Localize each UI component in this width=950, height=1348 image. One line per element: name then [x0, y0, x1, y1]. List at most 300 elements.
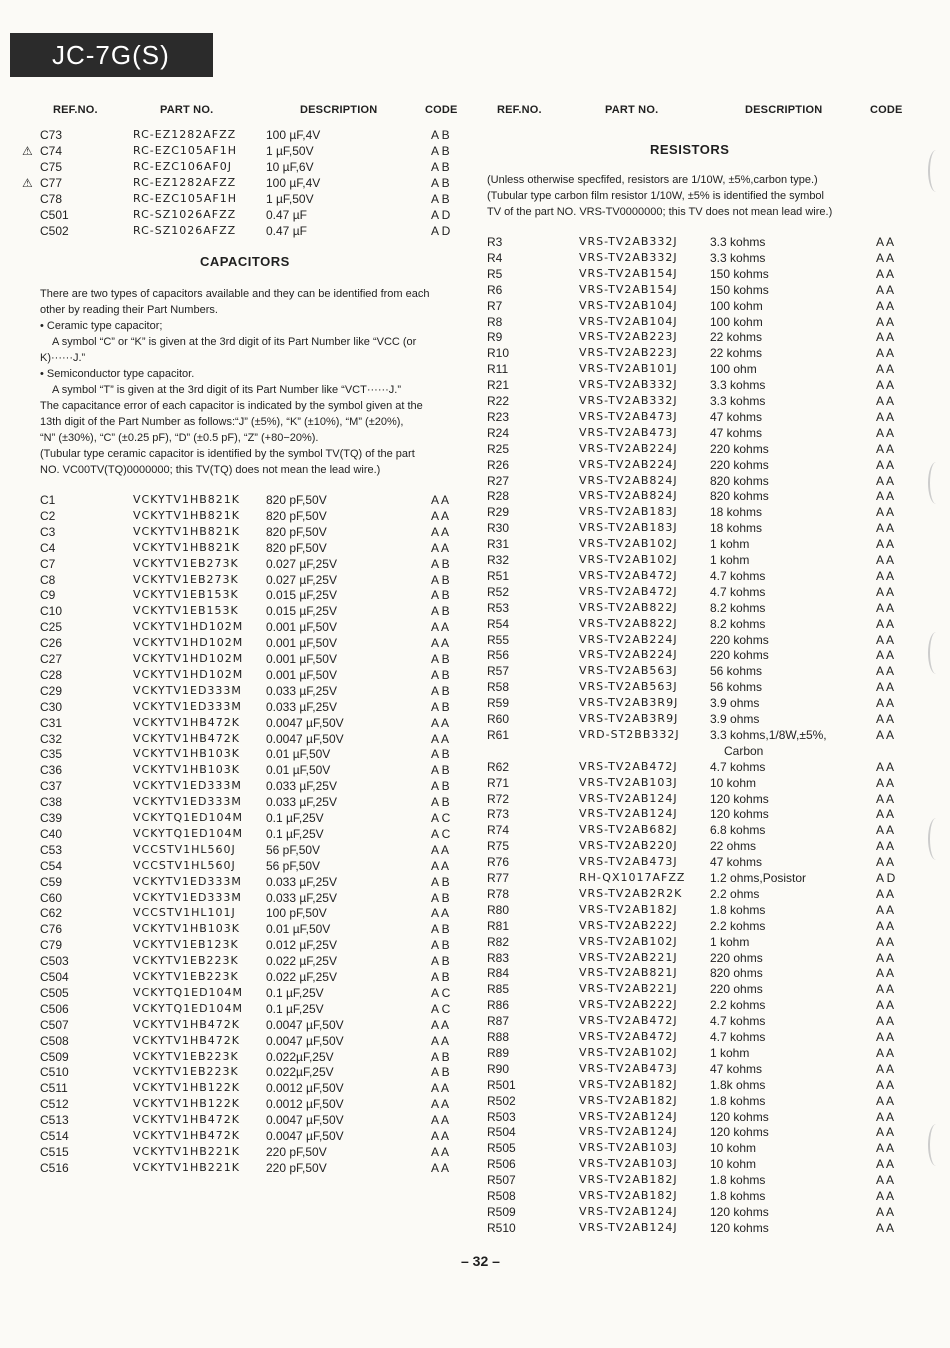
description: 1.8k ohms — [710, 1077, 766, 1092]
part-number: VRS-TV2AB124J — [579, 807, 678, 821]
part-number: VRS-TV2AB824J — [579, 473, 678, 487]
part-number: VRS-TV2AB124J — [579, 1125, 678, 1139]
price-code: A A — [876, 696, 895, 711]
header-part-right: PART NO. — [605, 104, 659, 116]
description: 120 kohms — [710, 791, 769, 806]
description: 0.015 µF,25V — [266, 604, 337, 619]
ref-number: C62 — [40, 906, 63, 921]
ref-number: R31 — [487, 537, 510, 552]
note-line: • Ceramic type capacitor; — [40, 320, 163, 332]
ref-number: R3 — [487, 235, 503, 249]
price-code: A A — [876, 394, 895, 408]
description: 0.01 µF,50V — [266, 763, 331, 778]
ref-number: R508 — [487, 1189, 516, 1203]
description: 0.0047 µF,50V — [266, 715, 344, 730]
part-number: VRS-TV2AB102J — [579, 537, 678, 551]
price-code: A A — [876, 1045, 895, 1060]
ref-number: R60 — [487, 712, 510, 726]
ref-number: C508 — [40, 1033, 69, 1048]
price-code: A B — [431, 954, 450, 969]
part-number: VRS-TV2AB182J — [579, 1093, 678, 1107]
description: 0.1 µF,25V — [266, 826, 324, 841]
part-number: VRS-TV2AB124J — [579, 791, 678, 805]
ref-number: C504 — [40, 970, 69, 984]
price-code: A A — [876, 823, 895, 838]
description: 820 pF,50V — [266, 493, 327, 507]
description: 1 kohm — [710, 537, 750, 552]
part-number: VRS-TV2AB102J — [579, 553, 678, 566]
description: 0.033 µF,25V — [266, 874, 337, 889]
part-number: VCKYTV1ED333M — [133, 683, 242, 697]
description: 22 kohms — [710, 330, 763, 345]
part-number: VCKYTV1HB221K — [133, 1160, 241, 1174]
price-code: A B — [431, 683, 450, 698]
price-code: A A — [431, 715, 450, 730]
price-code: A B — [431, 779, 450, 794]
part-number: VRS-TV2AB101J — [579, 362, 678, 376]
ref-number: C30 — [40, 699, 63, 714]
ref-number: R88 — [487, 1030, 510, 1044]
ref-number: R74 — [487, 823, 510, 838]
header-ref-right: REF.NO. — [497, 104, 542, 116]
part-number: VRS-TV2AB472J — [579, 584, 678, 598]
ref-number: C60 — [40, 890, 63, 905]
ref-number: R27 — [487, 473, 510, 488]
description: 0.022 µF,25V — [266, 970, 337, 984]
ref-number: R7 — [487, 298, 503, 313]
part-number: VCKYTV1HB103K — [133, 763, 241, 777]
ref-number: R53 — [487, 600, 510, 615]
part-number: VCKYTV1HB472K — [133, 1017, 241, 1031]
ref-number: R25 — [487, 441, 510, 456]
description: 4.7 kohms — [710, 1030, 766, 1044]
part-number: VCKYTV1EB223K — [133, 1049, 239, 1063]
ref-number: R28 — [487, 489, 510, 504]
ref-number: C75 — [40, 160, 63, 174]
description: 0.47 µF — [266, 208, 307, 222]
ref-number: R506 — [487, 1157, 516, 1172]
price-code: A A — [876, 1030, 895, 1044]
description: 47 kohms — [710, 425, 763, 440]
part-number: VCKYTV1ED333M — [133, 699, 242, 713]
description: 56 pF,50V — [266, 842, 321, 857]
binder-mark — [928, 150, 944, 192]
ref-number: C509 — [40, 1049, 69, 1064]
description: 0.001 µF,50V — [266, 652, 337, 666]
note-line: “N” (±30%), “C” (±0.25 pF), “D” (±0.5 pF), “Z” (+80−20%). — [40, 432, 319, 444]
part-number: VRS-TV2AB103J — [579, 775, 678, 789]
note-line: • Semiconductor type capacitor. — [40, 368, 195, 380]
part-number: VCKYTV1HB472K — [133, 1113, 241, 1127]
part-number: VRS-TV2AB104J — [579, 298, 678, 312]
price-code: A B — [431, 747, 450, 762]
description: 4.7 kohms — [710, 584, 766, 599]
description: 120 kohms — [710, 1220, 769, 1235]
price-code: A C — [431, 811, 451, 825]
part-number: VRS-TV2AB103J — [579, 1141, 678, 1155]
ref-number: C4 — [40, 540, 56, 555]
price-code: A A — [876, 632, 895, 647]
description: 0.027 µF,25V — [266, 572, 337, 587]
description: 0.01 µF,50V — [266, 922, 331, 937]
part-number: VRS-TV2AB3R9J — [579, 712, 679, 725]
ref-number: C77 — [40, 176, 63, 190]
price-code: A A — [876, 966, 895, 981]
note-line: NO. VC00TV(TQ)0000000; this TV(TQ) does not mean the lead wire.) — [40, 464, 381, 476]
description: 100 kohm — [710, 298, 763, 313]
price-code: A B — [431, 667, 450, 682]
description: 2.2 ohms — [710, 886, 760, 901]
description: 220 pF,50V — [266, 1144, 327, 1159]
description: 120 kohms — [710, 1125, 769, 1140]
part-number: VCKYTV1EB223K — [133, 954, 239, 968]
ref-number: C53 — [40, 842, 63, 857]
price-code: A A — [876, 664, 895, 679]
price-code: A D — [431, 224, 451, 238]
price-code: A B — [431, 763, 450, 778]
price-code: A B — [431, 604, 450, 619]
part-number: RC-SZ1026AFZZ — [133, 208, 237, 221]
price-code: A A — [876, 839, 895, 854]
ref-number: R57 — [487, 664, 510, 679]
description: 0.022 µF,25V — [266, 954, 337, 969]
description: 100 kohm — [710, 314, 763, 329]
part-number: VCKYTV1HB821K — [133, 524, 241, 538]
description: 1.8 kohms — [710, 1093, 766, 1108]
price-code: A B — [431, 938, 450, 953]
ref-number: C2 — [40, 508, 56, 523]
description: 820 pF,50V — [266, 508, 327, 523]
note-line: TV of the part NO. VRS-TV0000000; this TV does not mean lead wire.) — [487, 206, 833, 218]
price-code: A B — [431, 922, 450, 937]
part-number: RH-QX1017AFZZ — [579, 871, 686, 884]
part-number: VCCSTV1HL560J — [133, 842, 236, 856]
part-number: VCKYTV1EB153K — [133, 588, 239, 602]
price-code: A A — [876, 1061, 895, 1076]
part-number: VCKYTQ1ED104M — [133, 826, 244, 840]
description: 0.001 µF,50V — [266, 667, 337, 682]
price-code: A A — [876, 568, 895, 583]
description: 100 pF,50V — [266, 906, 327, 921]
price-code: A B — [431, 588, 450, 603]
note-line: (Tubular type carbon film resistor 1/10W, ±5% is identified the symbol — [487, 190, 824, 202]
price-code: A A — [876, 1173, 895, 1188]
description: 0.01 µF,50V — [266, 747, 331, 762]
description: 100 µF,4V — [266, 176, 321, 190]
part-number: VCKYTV1HB472K — [133, 1033, 241, 1047]
description: 100 ohm — [710, 362, 757, 377]
price-code: A B — [431, 572, 450, 587]
description: 0.1 µF,25V — [266, 811, 324, 825]
ref-number: C512 — [40, 1097, 69, 1112]
description: 1.2 ohms,Posistor — [710, 871, 807, 885]
part-number: VRS-TV2AB682J — [579, 823, 678, 837]
header-desc-right: DESCRIPTION — [745, 104, 823, 116]
price-code: A A — [876, 441, 895, 456]
part-number: VRS-TV2AB222J — [579, 918, 678, 932]
binder-mark — [928, 462, 944, 504]
description: 0.033 µF,25V — [266, 699, 337, 714]
price-code: A A — [876, 902, 895, 917]
description: 0.0047 µF,50V — [266, 1113, 344, 1128]
ref-number: R58 — [487, 680, 510, 695]
price-code: A A — [431, 1033, 450, 1048]
description: 0.0047 µF,50V — [266, 731, 344, 746]
price-code: A A — [876, 886, 895, 901]
part-number: VRS-TV2AB473J — [579, 1061, 678, 1075]
description: 1 µF,50V — [266, 192, 314, 206]
part-number: VRS-TV2AB220J — [579, 839, 678, 853]
price-code: A C — [431, 1001, 451, 1016]
price-code: A A — [876, 235, 895, 249]
description: 0.012 µF,25V — [266, 938, 337, 953]
ref-number: R503 — [487, 1109, 516, 1124]
part-number: VRS-TV2AB332J — [579, 250, 678, 264]
ref-number: R26 — [487, 457, 510, 472]
ref-number: C73 — [40, 128, 63, 142]
ref-number: R78 — [487, 886, 510, 901]
ref-number: C10 — [40, 604, 63, 619]
price-code: A A — [876, 680, 895, 695]
description: 8.2 kohms — [710, 600, 766, 615]
note-line: K)······J.” — [40, 352, 86, 364]
price-code: A B — [431, 874, 450, 889]
ref-number: C26 — [40, 636, 63, 651]
price-code: A A — [876, 425, 895, 440]
description: 0.0012 µF,50V — [266, 1097, 344, 1112]
ref-number: C74 — [40, 144, 63, 158]
price-code: A A — [876, 791, 895, 806]
ref-number: R507 — [487, 1173, 516, 1188]
part-number: VCKYTV1HB103K — [133, 922, 241, 936]
description: 0.1 µF,25V — [266, 985, 324, 1000]
ref-number: C516 — [40, 1160, 69, 1175]
price-code: A A — [876, 409, 895, 424]
description: 0.47 µF — [266, 224, 307, 238]
ref-number: R24 — [487, 425, 510, 440]
description: 0.001 µF,50V — [266, 636, 337, 651]
part-number: VRS-TV2AB221J — [579, 982, 678, 996]
ref-number: C35 — [40, 747, 63, 762]
description: 2.2 kohms — [710, 998, 766, 1013]
part-number: RC-EZC105AF1H — [133, 144, 238, 157]
part-number: VRS-TV2AB472J — [579, 1014, 678, 1028]
page-number: – 32 – — [461, 1253, 500, 1269]
price-code: A A — [876, 918, 895, 933]
part-number: VRS-TV2AB154J — [579, 282, 678, 296]
ref-number: C502 — [40, 224, 69, 238]
ref-number: C25 — [40, 620, 63, 635]
part-number: VCKYTQ1ED104M — [133, 811, 244, 824]
part-number: VRS-TV2AB3R9J — [579, 696, 679, 710]
part-number: VCKYTV1HB103K — [133, 747, 241, 761]
price-code: A A — [876, 330, 895, 345]
ref-number: R23 — [487, 409, 510, 424]
ref-number: C29 — [40, 683, 63, 698]
description: 1 kohm — [710, 553, 750, 567]
price-code: A A — [431, 1017, 450, 1032]
price-code: A B — [431, 556, 450, 571]
part-number: VCKYTV1HB221K — [133, 1144, 241, 1158]
binder-mark — [928, 632, 944, 674]
part-number: RC-EZ1282AFZZ — [133, 128, 237, 141]
ref-number: R502 — [487, 1093, 516, 1108]
ref-number: C27 — [40, 652, 63, 666]
ref-number: C28 — [40, 667, 63, 682]
price-code: A A — [431, 1097, 450, 1112]
ref-number: C32 — [40, 731, 63, 746]
part-number: VCKYTV1ED333M — [133, 890, 242, 904]
ref-number: R81 — [487, 918, 510, 933]
description: 0.033 µF,25V — [266, 890, 337, 905]
description: 10 µF,6V — [266, 160, 314, 174]
ref-number: C507 — [40, 1017, 69, 1032]
description: 100 µF,4V — [266, 128, 321, 142]
part-number: VCKYTV1HB821K — [133, 540, 241, 554]
description: 0.033 µF,25V — [266, 795, 337, 810]
description: 0.022µF,25V — [266, 1065, 334, 1080]
description: 220 ohms — [710, 950, 763, 965]
description: 3.3 kohms — [710, 394, 766, 408]
ref-number: C3 — [40, 524, 56, 539]
price-code: A A — [876, 1014, 895, 1029]
price-code: A A — [876, 712, 895, 726]
price-code: A A — [431, 858, 450, 873]
part-number: VRS-TV2AB103J — [579, 1157, 678, 1171]
description: 56 kohms — [710, 680, 763, 695]
price-code: A A — [876, 1109, 895, 1124]
part-number: VCKYTV1EB153K — [133, 604, 239, 618]
note-line: A symbol “C” or “K” is given at the 3rd digit of its Part Number like “VCC (or — [52, 336, 417, 348]
part-number: VCKYTV1HB472K — [133, 731, 241, 745]
note-line: 13th digit of the Part Number as follows:“J” (±5%), “K” (±10%), “M” (±20%), — [40, 416, 404, 428]
price-code: A B — [431, 970, 450, 984]
price-code: A A — [876, 282, 895, 297]
ref-number: C510 — [40, 1065, 69, 1080]
ref-number: R51 — [487, 568, 510, 583]
description: 18 kohms — [710, 521, 763, 536]
ref-number: C38 — [40, 795, 63, 810]
ref-number: C36 — [40, 763, 63, 778]
price-code: A A — [431, 508, 450, 523]
part-number: VRS-TV2AB472J — [579, 568, 678, 582]
price-code: A A — [876, 1125, 895, 1140]
description: 10 kohm — [710, 1141, 757, 1156]
part-number: VRS-TV2AB224J — [579, 457, 678, 471]
price-code: A A — [431, 842, 450, 857]
part-number: VCKYTV1HB472K — [133, 1129, 241, 1142]
part-number: VRS-TV2AB183J — [579, 521, 678, 535]
description: 1 µF,50V — [266, 144, 314, 158]
ref-number: C76 — [40, 922, 63, 937]
price-code: A C — [431, 985, 451, 1000]
price-code: A A — [431, 731, 450, 746]
price-code: A A — [431, 1144, 450, 1159]
part-number: VRS-TV2AB563J — [579, 664, 678, 678]
description: 47 kohms — [710, 1061, 763, 1076]
ref-number: C31 — [40, 715, 63, 730]
price-code: A A — [876, 346, 895, 361]
price-code: A A — [431, 1160, 450, 1175]
description: 1 kohm — [710, 1045, 750, 1060]
part-number: VRS-TV2AB102J — [579, 1045, 678, 1059]
description: 0.015 µF,25V — [266, 588, 337, 603]
description: 0.027 µF,25V — [266, 556, 337, 571]
note-line: There are two types of capacitors available and they can be identified from each — [40, 288, 430, 300]
part-number: VRS-TV2AB224J — [579, 648, 678, 662]
ref-number: R76 — [487, 855, 510, 870]
part-number: VCKYTV1EB273K — [133, 572, 239, 586]
part-number: VRS-TV2AB102J — [579, 934, 678, 948]
part-number: VRS-TV2AB124J — [579, 1220, 678, 1234]
ref-number: C7 — [40, 556, 56, 571]
ref-number: R80 — [487, 902, 510, 917]
description: 220 kohms — [710, 441, 769, 456]
description: 56 pF,50V — [266, 858, 321, 873]
part-number: VRS-TV2AB2R2K — [579, 886, 683, 900]
part-number: VCKYTV1HD102M — [133, 620, 244, 634]
part-number: VCKYTV1HD102M — [133, 652, 244, 665]
price-code: A D — [431, 208, 451, 222]
part-number: VRS-TV2AB104J — [579, 314, 678, 328]
ref-number: R509 — [487, 1204, 516, 1219]
capacitors-title: CAPACITORS — [200, 254, 290, 269]
description: 4.7 kohms — [710, 1014, 766, 1029]
price-code: A D — [876, 871, 896, 885]
part-number: VRS-TV2AB332J — [579, 394, 678, 407]
description-continued: Carbon — [724, 743, 764, 758]
description: 0.033 µF,25V — [266, 683, 337, 698]
price-code: A A — [876, 1220, 895, 1235]
description: 0.0047 µF,50V — [266, 1017, 344, 1032]
price-code: A A — [431, 1081, 450, 1096]
ref-number: R505 — [487, 1141, 516, 1156]
part-number: VCKYTV1HB122K — [133, 1081, 241, 1095]
part-number: VRS-TV2AB223J — [579, 330, 678, 344]
price-code: A A — [876, 1077, 895, 1092]
part-number: VRS-TV2AB473J — [579, 855, 678, 869]
ref-number: R10 — [487, 346, 510, 361]
description: 120 kohms — [710, 807, 769, 822]
description: 0.0012 µF,50V — [266, 1081, 344, 1096]
ref-number: C515 — [40, 1144, 69, 1159]
price-code: A B — [431, 890, 450, 905]
price-code: A A — [876, 505, 895, 520]
model-title: JC-7G(S) — [10, 33, 213, 77]
description: 2.2 kohms — [710, 918, 766, 933]
price-code: A B — [431, 795, 450, 810]
price-code: A A — [876, 362, 895, 377]
part-number: VRS-TV2AB473J — [579, 409, 678, 423]
part-number: VCKYTQ1ED104M — [133, 985, 244, 999]
ref-number: C8 — [40, 572, 56, 587]
part-number: RC-EZ1282AFZZ — [133, 176, 237, 189]
part-number: VRS-TV2AB332J — [579, 235, 678, 248]
price-code: A A — [876, 855, 895, 870]
description: 47 kohms — [710, 409, 763, 424]
description: 22 ohms — [710, 839, 757, 854]
ref-number: R75 — [487, 839, 510, 854]
description: 1 kohm — [710, 934, 750, 949]
part-number: VCKYTV1HB472K — [133, 715, 241, 729]
part-number: VCKYTV1EB223K — [133, 970, 239, 983]
price-code: A C — [431, 826, 451, 841]
part-number: VRS-TV2AB822J — [579, 600, 678, 614]
ref-number: R21 — [487, 378, 510, 393]
price-code: A A — [876, 600, 895, 615]
price-code: A B — [431, 1065, 450, 1080]
price-code: A A — [876, 1204, 895, 1219]
